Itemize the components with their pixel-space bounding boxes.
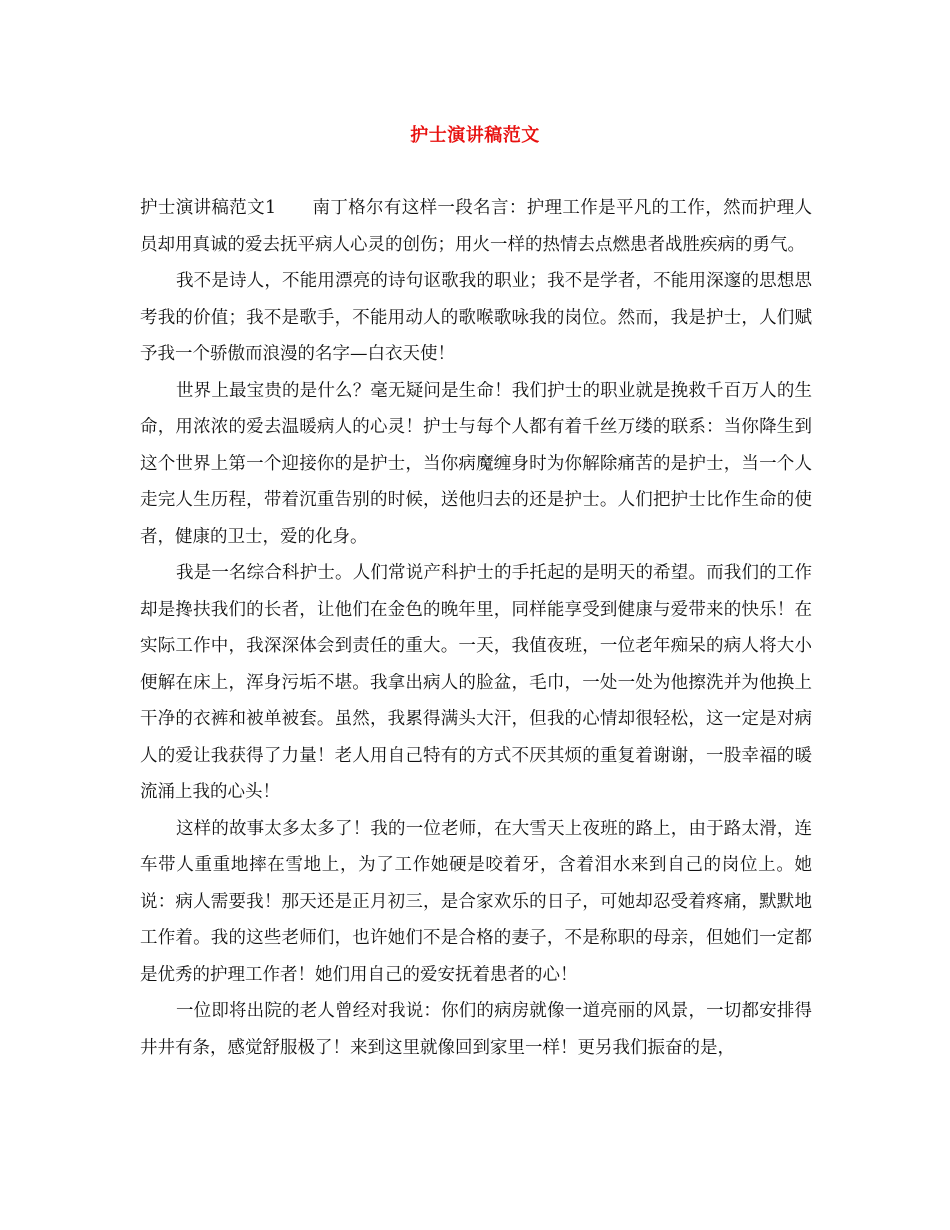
section-label: 护士演讲稿范文1 bbox=[140, 198, 277, 218]
paragraph-5: 这样的故事太多太多了！我的一位老师，在大雪天上夜班的路上，由于路太滑，连车带人重重地摔在雪地上，为了工作她硬是咬着牙，含着泪水来到自己的岗位上。她说：病人需要我！那天还是正月初三，是合家欢乐的日子，可她却忍受着疼痛，默默地工作着。我的这些老师们，也许她们不是合格的妻子，不是称职的母亲，但她们一定都是优秀的护理工作者！她们用自己的爱安抚着患者的心！ bbox=[140, 818, 812, 985]
document-title: 护士演讲稿范文 bbox=[410, 125, 540, 146]
paragraph-2: 我不是诗人，不能用漂亮的诗句讴歌我的职业；我不是学者，不能用深邃的思想思考我的价值；我不是歌手，不能用动人的歌喉歌咏我的岗位。然而，我是护士，人们赋予我一个骄傲而浪漫的名字—白衣天使！ bbox=[140, 271, 812, 364]
paragraph-1 bbox=[140, 190, 812, 263]
paragraph-4: 我是一名综合科护士。人们常说产科护士的手托起的是明天的希望。而我们的工作却是搀扶我们的长者，让他们在金色的晚年里，同样能享受到健康与爱带来的快乐！在实际工作中，我深深体会到责任的重大。一天，我值夜班，一位老年痴呆的病人将大小便解在床上，浑身污垢不堪。我拿出病人的脸盆，毛巾，一处一处为他擦洗并为他换上干净的衣裤和被单被套。虽然，我累得满头大汗，但我的心情却很轻松，这一定是对病人的爱让我获得了力量！老人用自己特有的方式不厌其烦的重复着谢谢，一股幸福的暖流涌上我的心头！ bbox=[140, 563, 812, 802]
paragraph-6: 一位即将出院的老人曾经对我说：你们的病房就像一道亮丽的风景，一切都安排得井井有条，感觉舒服极了！来到这里就像回到家里一样！更另我们振奋的是， bbox=[140, 1001, 812, 1058]
paragraph-3: 世界上最宝贵的是什么？毫无疑问是生命！我们护士的职业就是挽救千百万人的生命，用浓浓的爱去温暖病人的心灵！护士与每个人都有着千丝万缕的联系：当你降生到这个世界上第一个迎接你的是护士，当你病魔缠身时为你解除痛苦的是护士，当一个人走完人生历程，带着沉重告别的时候，送他归去的还是护士。人们把护士比作生命的使者，健康的卫士，爱的化身。 bbox=[140, 380, 812, 547]
paragraph-1-text: 南丁格尔有这样一段名言：护理工作是平凡的工作，然而护理人员却用真诚的爱去抚平病人心灵的创伤；用火一样的热情去点燃患者战胜疾病的勇气。 bbox=[140, 198, 812, 255]
document-body bbox=[140, 190, 812, 1066]
